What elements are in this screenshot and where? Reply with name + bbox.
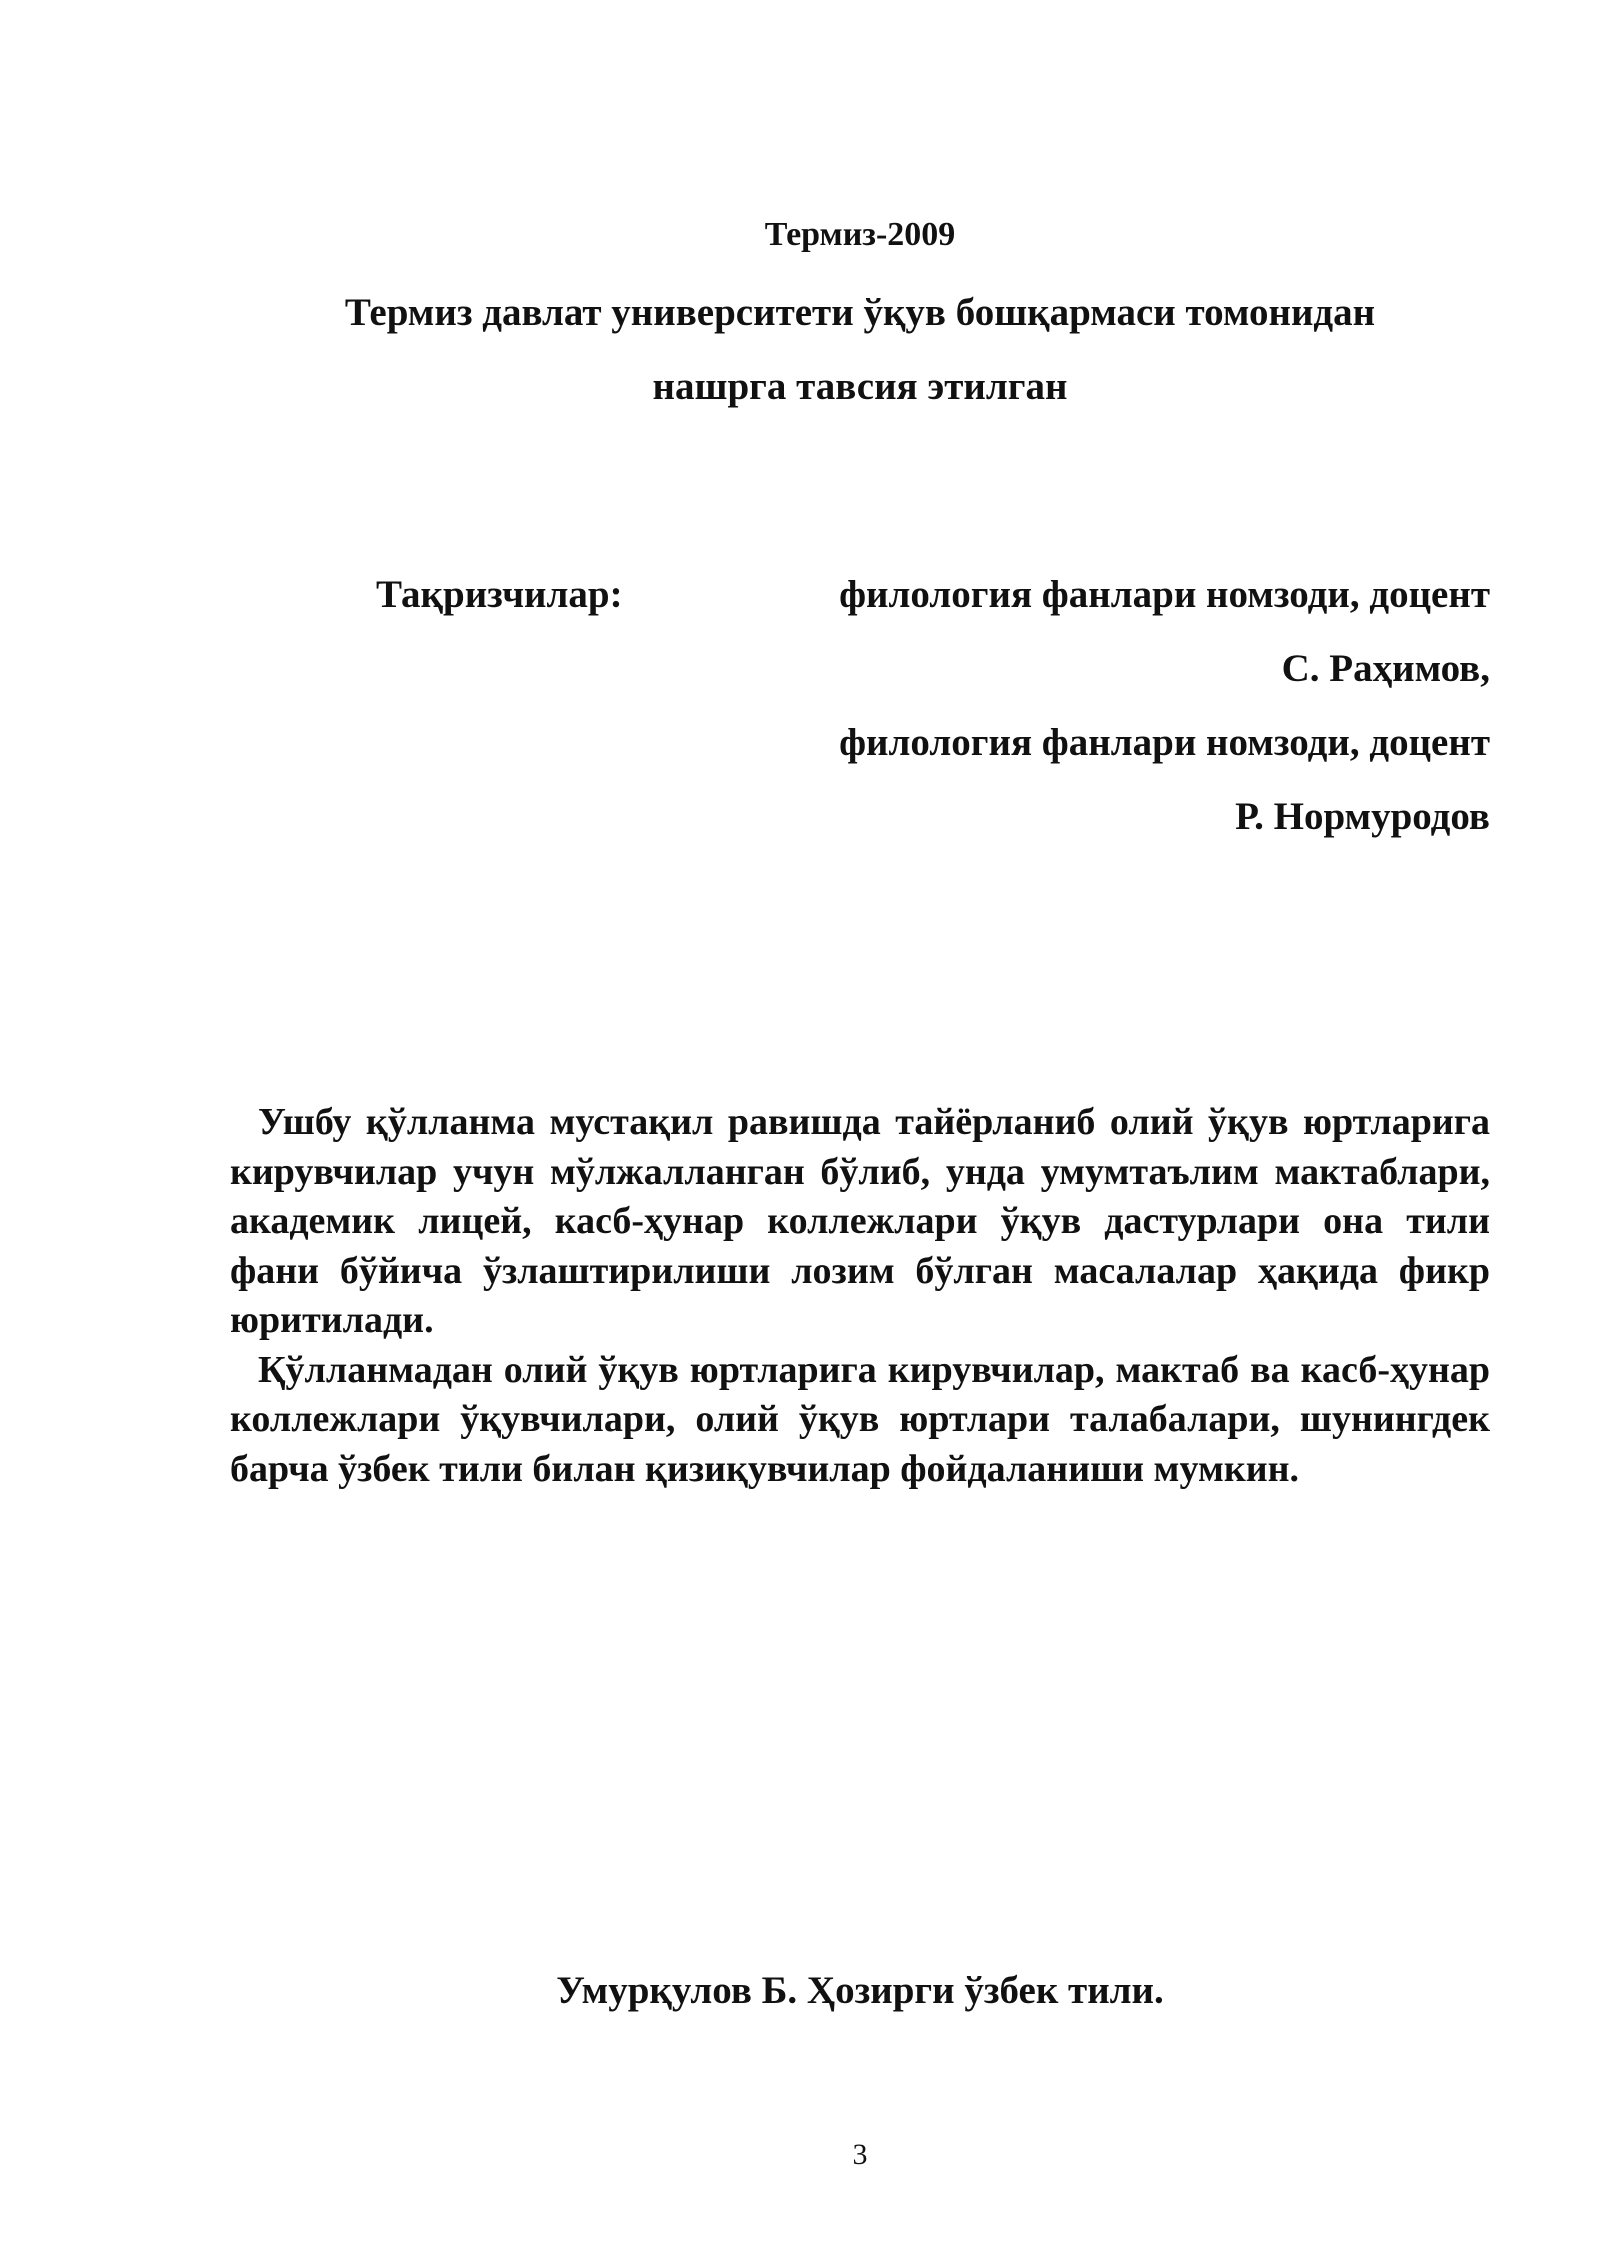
reviewer-1-name: С. Раҳимов, bbox=[1281, 647, 1490, 690]
annotation-paragraph-2: Қўлланмадан олий ўқув юртларига кирувчилар, мактаб ва касб-ҳунар коллежлари ўқувчилари, олий ўқув юртлари талабалари, шунингдек барча ўзбек тили билан қизиқувчилар фойдаланиши мумкин. bbox=[230, 1348, 1490, 1490]
page-number: 3 bbox=[852, 2138, 868, 2171]
approval-line-2: нашрга тавсия этилган bbox=[652, 365, 1068, 408]
approval-statement bbox=[230, 276, 1490, 424]
reviewer-2-title: филология фанлари номзоди, доцент bbox=[839, 721, 1490, 764]
approval-line-1: Термиз давлат университети ўқув бошқармаси томонидан bbox=[344, 291, 1376, 334]
city-year: Термиз-2009 bbox=[764, 216, 956, 253]
annotation bbox=[230, 1098, 1490, 1494]
annotation-paragraph-1: Ушбу қўлланма мустақил равишда тайёрланиб олий ўқув юртларига кирувчилар учун мўлжалланган бўлиб, унда умумтаълим мактаблари, академик лицей, касб-ҳунар коллежлари ўқув дастурлари она тили фани бўйича ўзлаштирилиши лозим бўлган масалалар ҳақида фикр юритилади. bbox=[230, 1101, 1490, 1341]
reviewer-2-name: Р. Нормуродов bbox=[1235, 795, 1490, 838]
author-title: Умурқулов Б. Ҳозирги ўзбек тили. bbox=[556, 1969, 1164, 2012]
reviewer-1-title: филология фанлари номзоди, доцент bbox=[839, 573, 1490, 616]
reviewers-label: Тақризчилар: bbox=[376, 573, 623, 616]
